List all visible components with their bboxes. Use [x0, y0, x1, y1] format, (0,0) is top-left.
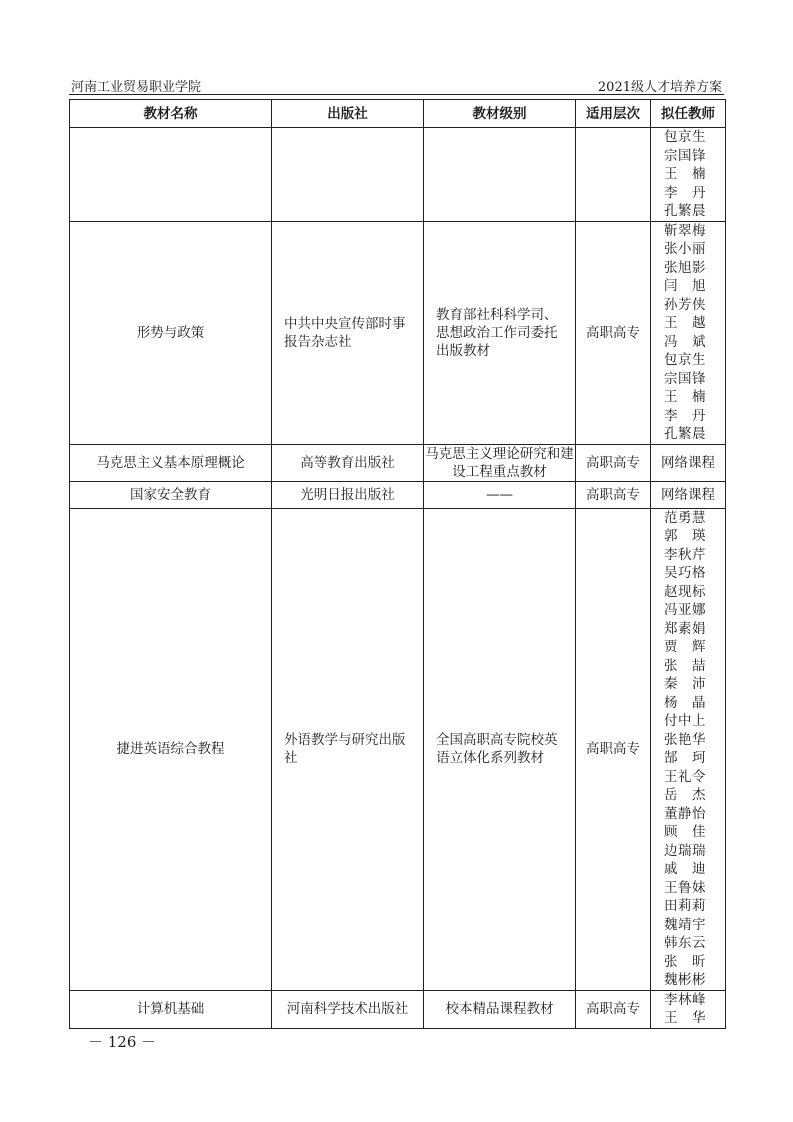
cell-teacher: 网络课程	[651, 444, 726, 481]
cell-layer: 高职高专	[576, 481, 651, 508]
teacher-name: 张 昕	[664, 953, 706, 970]
header-document-title: 2021级人才培养方案	[597, 80, 722, 95]
cell-publisher: 中共中央宣传部时事报告杂志社	[272, 221, 424, 444]
teacher-name: 李 丹	[664, 407, 706, 424]
teacher-name: 董静怡	[664, 805, 706, 822]
teacher-name: 郑素娟	[664, 620, 706, 637]
col-header-publisher: 出版社	[272, 100, 424, 128]
teacher-name: 冯 斌	[664, 333, 706, 350]
table-row	[70, 221, 726, 444]
cell-level: ——	[424, 481, 576, 508]
cell-teachers	[651, 508, 726, 990]
cell-level: 校本精品课程教材	[424, 990, 576, 1028]
cell-name: 计算机基础	[70, 990, 272, 1028]
teacher-name: 张 喆	[664, 657, 706, 674]
teacher-name: 贾 辉	[664, 639, 706, 655]
teacher-name: 孔繁晨	[664, 426, 706, 442]
teacher-name: 王 越	[664, 315, 706, 331]
cell-teachers	[651, 990, 726, 1028]
teacher-name: 魏彬彬	[664, 972, 706, 988]
teacher-name: 王 楠	[664, 166, 706, 182]
page-number: － 126 －	[88, 1033, 157, 1051]
cell-name: 形势与政策	[70, 221, 272, 444]
table-row	[70, 481, 726, 508]
teacher-name: 张小丽	[664, 241, 706, 257]
col-header-level: 教材级别	[424, 100, 576, 128]
cell-level: 马克思主义理论研究和建设工程重点教材	[425, 445, 574, 480]
cell-level: 全国高职高专院校英语立体化系列教材	[424, 508, 576, 990]
teacher-name: 王礼令	[664, 768, 706, 785]
cell-publisher	[272, 128, 424, 222]
teacher-name: 闫 旭	[664, 278, 706, 294]
teacher-name: 付中上	[664, 713, 706, 729]
textbook-table	[69, 99, 726, 1029]
cell-teachers	[651, 221, 726, 444]
teacher-name: 包京生	[664, 352, 706, 368]
table-row	[70, 128, 726, 222]
table-row	[70, 990, 726, 1028]
cell-teacher: 网络课程	[651, 481, 726, 508]
teacher-name: 包京生	[664, 129, 706, 145]
teacher-name: 魏靖宇	[664, 916, 706, 933]
teacher-name: 戚 迪	[664, 861, 706, 877]
teacher-name: 秦 沛	[664, 676, 706, 692]
cell-level: 教育部社科科学司、思想政治工作司委托出版教材	[424, 221, 576, 444]
teacher-name: 杨 晶	[664, 694, 706, 711]
teacher-name: 王鲁妹	[664, 879, 706, 896]
cell-name: 国家安全教育	[70, 481, 272, 508]
teacher-name: 张旭影	[664, 259, 706, 276]
cell-layer	[576, 128, 651, 222]
teacher-name: 王 楠	[664, 389, 706, 405]
cell-level	[424, 128, 576, 222]
teacher-name: 顾 佳	[664, 824, 706, 840]
col-header-layer: 适用层次	[576, 100, 651, 128]
teacher-name: 郜 珂	[664, 750, 706, 766]
teacher-name: 田莉莉	[664, 898, 706, 914]
teacher-name: 孔繁晨	[664, 203, 706, 219]
teacher-name: 郭 瑛	[664, 528, 706, 544]
teacher-name: 赵现标	[664, 583, 706, 600]
header-institution: 河南工业贸易职业学院	[71, 80, 202, 95]
teacher-name: 韩东云	[664, 935, 706, 951]
cell-publisher: 河南科学技术出版社	[272, 990, 424, 1028]
cell-layer: 高职高专	[576, 990, 651, 1028]
teacher-name: 岳 杰	[664, 787, 706, 803]
cell-name: 马克思主义基本原理概论	[70, 444, 272, 481]
col-header-name: 教材名称	[70, 100, 272, 128]
teacher-name: 吴巧格	[664, 565, 706, 581]
teacher-name: 李秋芹	[664, 546, 706, 563]
cell-layer: 高职高专	[576, 221, 651, 444]
table-row	[70, 508, 726, 990]
cell-name: 捷进英语综合教程	[70, 508, 272, 990]
cell-layer: 高职高专	[576, 444, 651, 481]
teacher-name: 李 丹	[664, 184, 706, 201]
teacher-name: 王 华	[664, 1010, 706, 1026]
col-header-teacher: 拟任教师	[651, 100, 726, 128]
cell-teachers	[651, 128, 726, 222]
table-header-row	[70, 100, 726, 128]
cell-publisher: 光明日报出版社	[272, 481, 424, 508]
teacher-name: 冯亚娜	[664, 602, 706, 618]
teacher-name: 范勇慧	[664, 509, 706, 526]
cell-publisher: 高等教育出版社	[272, 444, 424, 481]
teacher-name: 宗国锋	[664, 370, 706, 387]
teacher-name: 宗国锋	[664, 147, 706, 164]
header-rule	[69, 94, 724, 95]
cell-layer: 高职高专	[576, 508, 651, 990]
table-row	[70, 444, 726, 481]
cell-publisher: 外语教学与研究出版社	[272, 508, 424, 990]
teacher-name: 李林峰	[664, 991, 706, 1008]
teacher-name: 张艳华	[664, 731, 706, 748]
teacher-name: 靳翠梅	[664, 222, 706, 239]
teacher-name: 边瑞瑞	[664, 842, 706, 859]
cell-name	[70, 128, 272, 222]
teacher-name: 孙芳侠	[664, 296, 706, 313]
